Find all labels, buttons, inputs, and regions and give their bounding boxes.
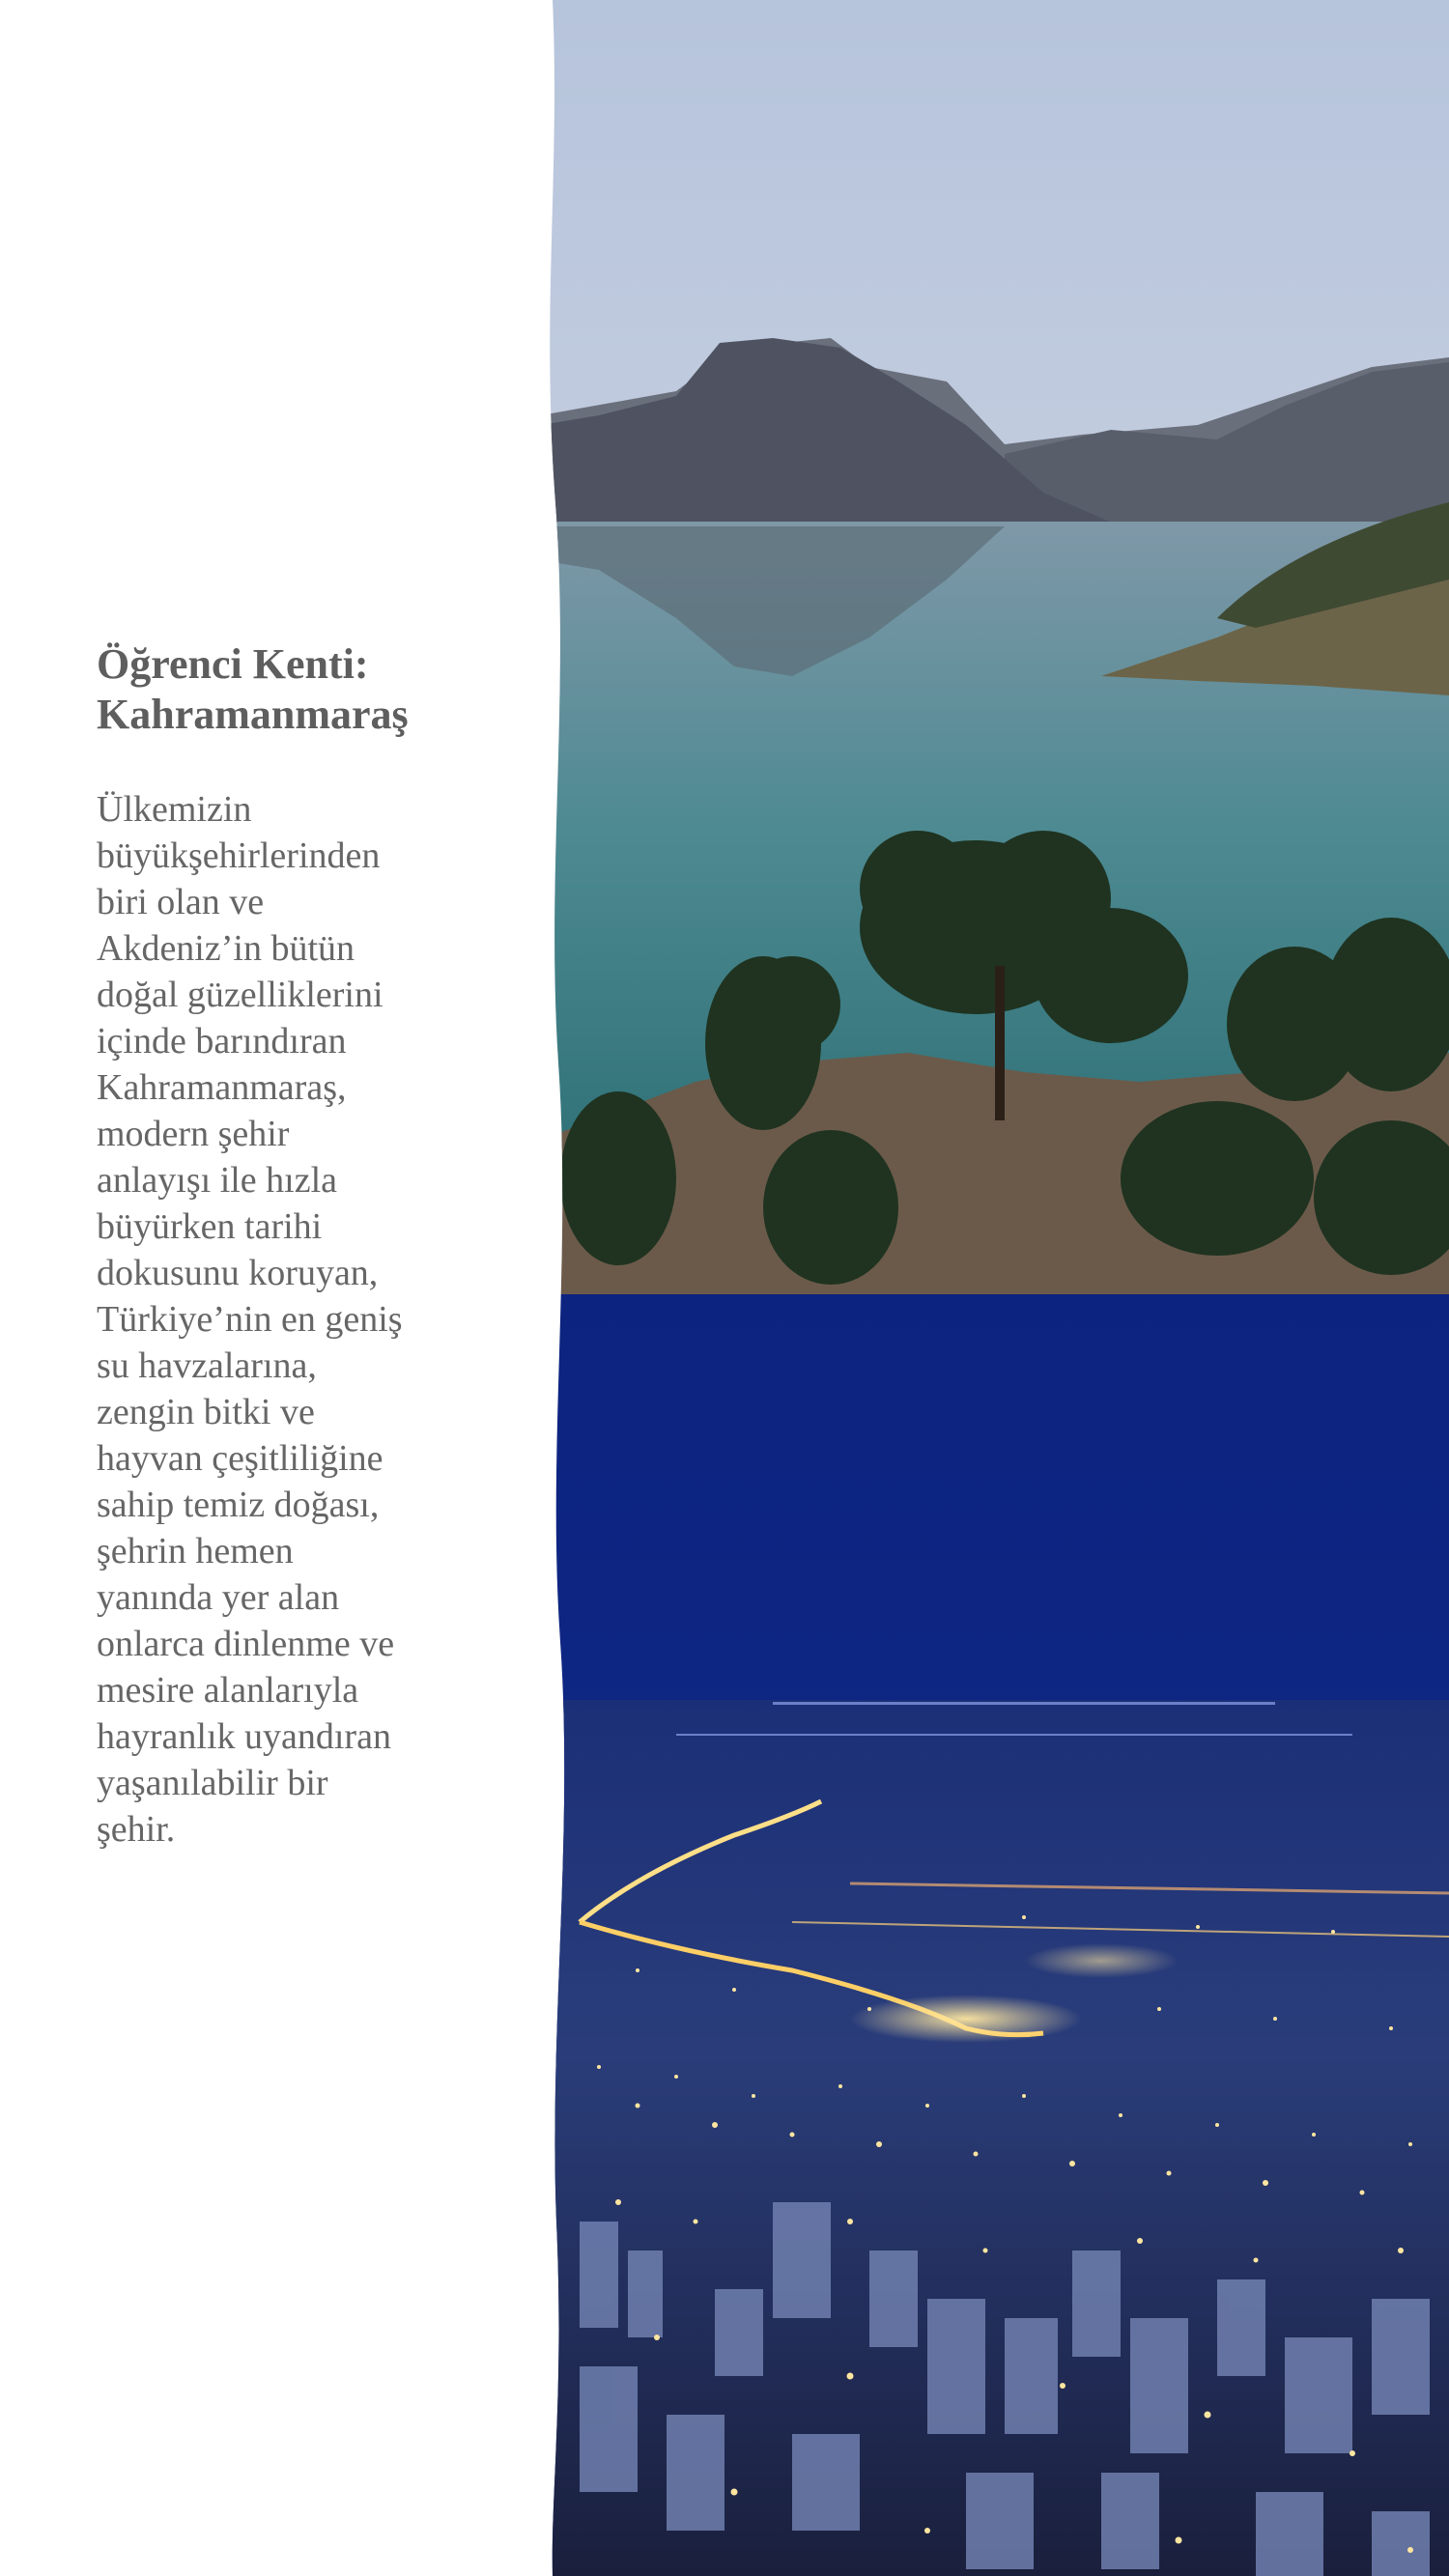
paragraph-line: anlayışı ile hızla	[97, 1160, 338, 1201]
paragraph-line: modern şehir	[97, 1114, 290, 1154]
paragraph-line: su havzalarına,	[97, 1345, 317, 1386]
lake-landscape-photo	[541, 0, 1449, 1294]
paragraph-line: Akdeniz’in bütün	[97, 928, 355, 969]
paragraph-line: biri olan ve	[97, 882, 265, 922]
paragraph-line: Türkiye’nin en geniş	[97, 1299, 403, 1340]
body-paragraph	[97, 786, 483, 1853]
paragraph-line: sahip temiz doğası,	[97, 1485, 380, 1525]
paragraph-line: yaşanılabilir bir	[97, 1763, 328, 1803]
paragraph-line: büyükşehirlerinden	[97, 835, 381, 876]
paragraph-line: hayvan çeşitliliğine	[97, 1438, 384, 1479]
paragraph-line: yanında yer alan	[97, 1577, 340, 1618]
paragraph-line: içinde barındıran	[97, 1021, 347, 1062]
paragraph-line: zengin bitki ve	[97, 1392, 315, 1432]
city-night-lights-photo	[541, 1294, 1449, 2576]
paragraph-line: onlarca dinlenme ve	[97, 1624, 395, 1664]
paragraph-line: dokusunu koruyan,	[97, 1253, 379, 1293]
paragraph-line: büyürken tarihi	[97, 1206, 323, 1247]
paragraph-line: Ülkemizin	[97, 789, 252, 830]
title-line-2: Kahramanmaraş	[97, 691, 409, 738]
paragraph-line: Kahramanmaraş,	[97, 1067, 347, 1108]
paragraph-line: doğal güzelliklerini	[97, 975, 384, 1015]
title-line-1: Öğrenci Kenti:	[97, 640, 369, 688]
text-column	[97, 639, 483, 1853]
paragraph-line: hayranlık uyandıran	[97, 1716, 391, 1757]
paragraph-line: şehrin hemen	[97, 1531, 294, 1571]
page-title	[97, 639, 483, 740]
paragraph-line: şehir.	[97, 1809, 176, 1850]
paragraph-line: mesire alanlarıyla	[97, 1670, 359, 1711]
